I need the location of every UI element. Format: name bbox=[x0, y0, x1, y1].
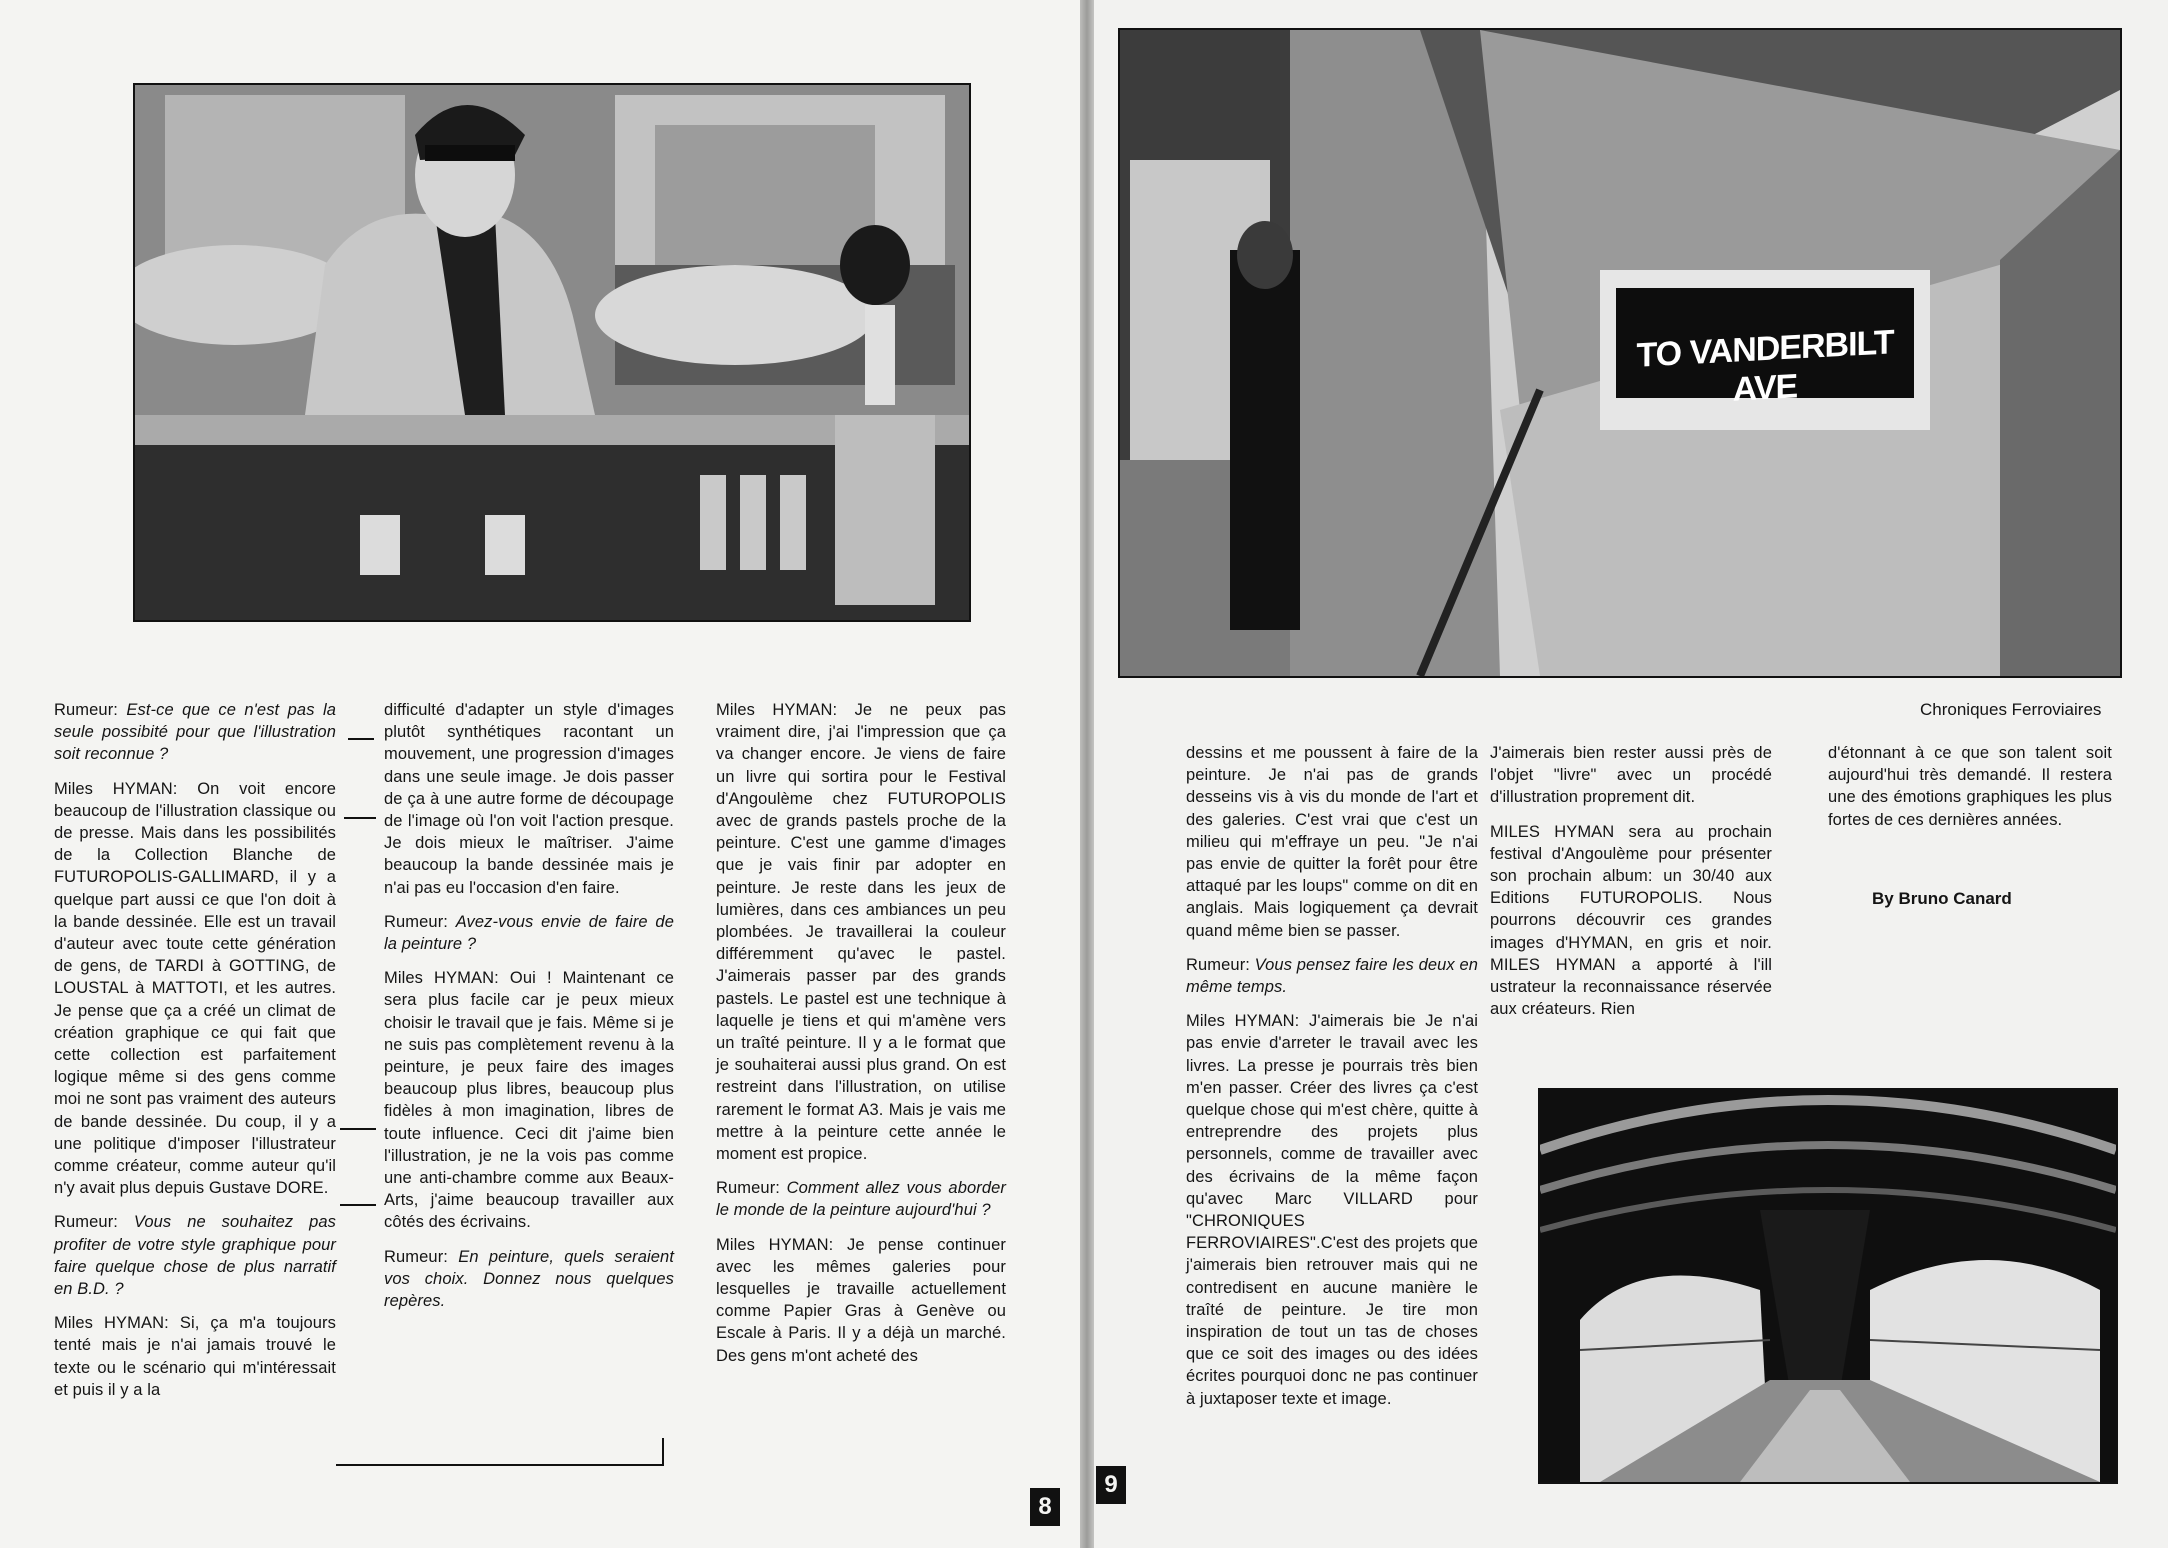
paragraph: Rumeur: Avez-vous envie de faire de la peinture ? bbox=[384, 912, 674, 954]
paragraph: difficulté d'adapter un style d'images plutôt synthétiques racontant un mouvement, une progression d'images dans une seule image. Je dois passer de ça à une autre forme de découpage de l'image où l'on voit l'action presque. Je dois mieux le maîtriser. J'aime beaucoup la bande dessinée mais je n'ai pas eu l'occasion d'en faire. bbox=[384, 701, 674, 897]
paragraph: MILES HYMAN sera au prochain festival d'Angoulème pour présenter son prochain album: un 30/40 aux Editions FUTUROPOLIS. Nous pourrons découvrir ces grandes images d'HYMAN, en gris et noir. MILES HYMAN a apporté à l'ill ustrateur la reconnaissance réservée aux créateurs. Rien bbox=[1490, 822, 1772, 1019]
paragraph: dessins et me poussent à faire de la peinture. Je n'ai pas de grands desseins vis à vis du monde de l'art et des galeries. C'est vrai que c'est un milieu qui m'effraye un peu. "Je n'ai pas envie de quitter la forêt pour être attaqué par les loups" comme on dit en anglais. Mais logiquement ça devrait quand même bien se passer. bbox=[1186, 744, 1478, 940]
left-page bbox=[0, 0, 1080, 1548]
paragraph: Rumeur: En peinture, quels seraient vos choix. Donnez nous quelques repères. bbox=[384, 1247, 674, 1311]
paragraph: Miles HYMAN: Oui ! Maintenant ce sera plus facile car je peux mieux choisir le travail que je fais. Même si je ne suis pas complètement revenu à la peinture, je peux faire des images beaucoup plus libres, beaucoup plus fidèles à mon imagination, libres de toute influence. Ceci dit j'aime bien l'illustration, je ne la vois pas comme une anti-chambre comme aux Beaux-Arts, j'aime beaucoup travailler aux côtés des écrivains. bbox=[384, 969, 674, 1232]
paragraph: Rumeur: Vous ne souhaitez pas profiter de votre style graphique pour faire quelque chose de plus narratif en B.D. ? bbox=[54, 1213, 337, 1299]
paragraph: Rumeur: Vous pensez faire les deux en même temps. bbox=[1186, 955, 1479, 997]
paragraph: d'étonnant à ce que son talent soit aujourd'hui très demandé. Il restera une des émotions graphiques les plus fortes de ces dernières années. bbox=[1828, 744, 2112, 829]
left-column-2 bbox=[384, 699, 674, 1324]
diner-illustration bbox=[133, 83, 971, 622]
left-column-1 bbox=[54, 699, 336, 1413]
column-rule bbox=[344, 817, 376, 819]
right-column-2 bbox=[1490, 742, 1772, 1032]
column-rule bbox=[340, 1204, 376, 1206]
train-shed-illustration bbox=[1538, 1088, 2118, 1484]
book-spine bbox=[1080, 0, 1094, 1548]
right-page bbox=[1094, 0, 2168, 1548]
paragraph: Miles HYMAN: Je pense continuer avec les mêmes galeries pour lesquelles je travaille actuellement comme Papier Gras à Genève ou Escale à Paris. Il y a déjà un marché. Des gens m'ont acheté des bbox=[716, 1235, 1007, 1365]
paragraph: Miles HYMAN: Je ne peux pas vraiment dire, j'ai l'impression que ça va changer encore. Je viens de faire un livre qui sortira pour le Festival d'Angoulème chez FUTUROPOLIS avec de grands pastels proche de la peinture. C'est une gamme d'images que je vais finir par adopter en peinture. Je reste dans les jeux de lumières, dans ces ambiances un peu plombées. Je travaillerai la couleur différemment qu'avec le pastel. J'aimerais passer par des grands pastels. Le pastel est une technique à laquelle je tiens et qui m'amène vers un traîté peinture. Il y a le format que je souhaiterai aussi plus grand. On est restreint dans l'illustration, on utilise rarement le format A3. Mais je vais me mettre à la peinture cette année le moment est propice. bbox=[716, 701, 1006, 1164]
column-rule bbox=[662, 1438, 664, 1466]
station-sign: TO VANDERBILT AVE bbox=[1636, 323, 1894, 409]
right-column-1 bbox=[1186, 742, 1478, 1422]
subway-station-illustration bbox=[1118, 28, 2122, 678]
paragraph: Miles HYMAN: J'aimerais bie Je n'ai pas envie d'arreter le travail avec les livres. La presse je pourrais très bien m'en passer. Créer des livres ça c'est quelque chose qui m'est chère, quitte à entreprendre des projets plus personnels, comme de travailler avec des écrivains de la même façon qu'avec Marc VILLARD pour "CHRONIQUES FERROVIAIRES".C'est des projets que j'aimerais bien retrouver mais qui ne contredisent en aucune manière le traîté de peinture. Je tire mon inspiration de tout un tas de choses que ce soit des images ou des idées écrites pourquoi donc ne pas continuer à juxtaposer texte et image. bbox=[1186, 1012, 1478, 1408]
left-column-3 bbox=[716, 699, 1006, 1379]
train-shed-drawing bbox=[1540, 1090, 2116, 1482]
paragraph: J'aimerais bien rester aussi près de l'objet "livre" avec un procédé d'illustration proprement dit. bbox=[1490, 744, 1772, 807]
page-number: 9 bbox=[1096, 1466, 1126, 1504]
column-rule bbox=[336, 1464, 664, 1466]
paragraph: Miles HYMAN: Si, ça m'a toujours tenté mais je n'ai jamais trouvé le texte ou le scénario qui m'intéressait et puis il y a la bbox=[54, 1314, 336, 1399]
right-column-3 bbox=[1828, 742, 2112, 843]
page-number: 8 bbox=[1030, 1488, 1060, 1526]
paragraph: Rumeur: Est-ce que ce n'est pas la seule possibité pour que l'illustration soit reconnue ? bbox=[54, 701, 336, 764]
diner-illustration-drawing bbox=[135, 85, 969, 620]
photo-caption: Chroniques Ferroviaires bbox=[1920, 700, 2102, 719]
author-byline: By Bruno Canard bbox=[1872, 889, 2012, 908]
column-rule bbox=[348, 738, 374, 740]
paragraph: Miles HYMAN: On voit encore beaucoup de l'illustration classique ou de presse. Mais dans les possibilités de la Collection Blanche de FUTUROPOLIS-GALLIMARD, il y a quelque part aussi ce que l'on doit à la bande dessinée. Elle est un travail d'auteur avec toute cette génération de gens, de TARDI à GOTTING, de LOUSTAL à MATTOTI, et les autres. Je pense que ça a créé un climat de création graphique ce qui fait que cette collection est parfaitement logique même si des gens comme moi ne sont pas vraiment des auteurs de bande dessinée. Du coup, il y a une politique d'imposer l'illustrateur comme créateur, comme auteur qu'il n'y avait plus depuis Gustave DORE. bbox=[54, 779, 336, 1198]
column-rule bbox=[340, 1128, 376, 1130]
paragraph: Rumeur: Comment allez vous aborder le monde de la peinture aujourd'hui ? bbox=[716, 1179, 1006, 1220]
